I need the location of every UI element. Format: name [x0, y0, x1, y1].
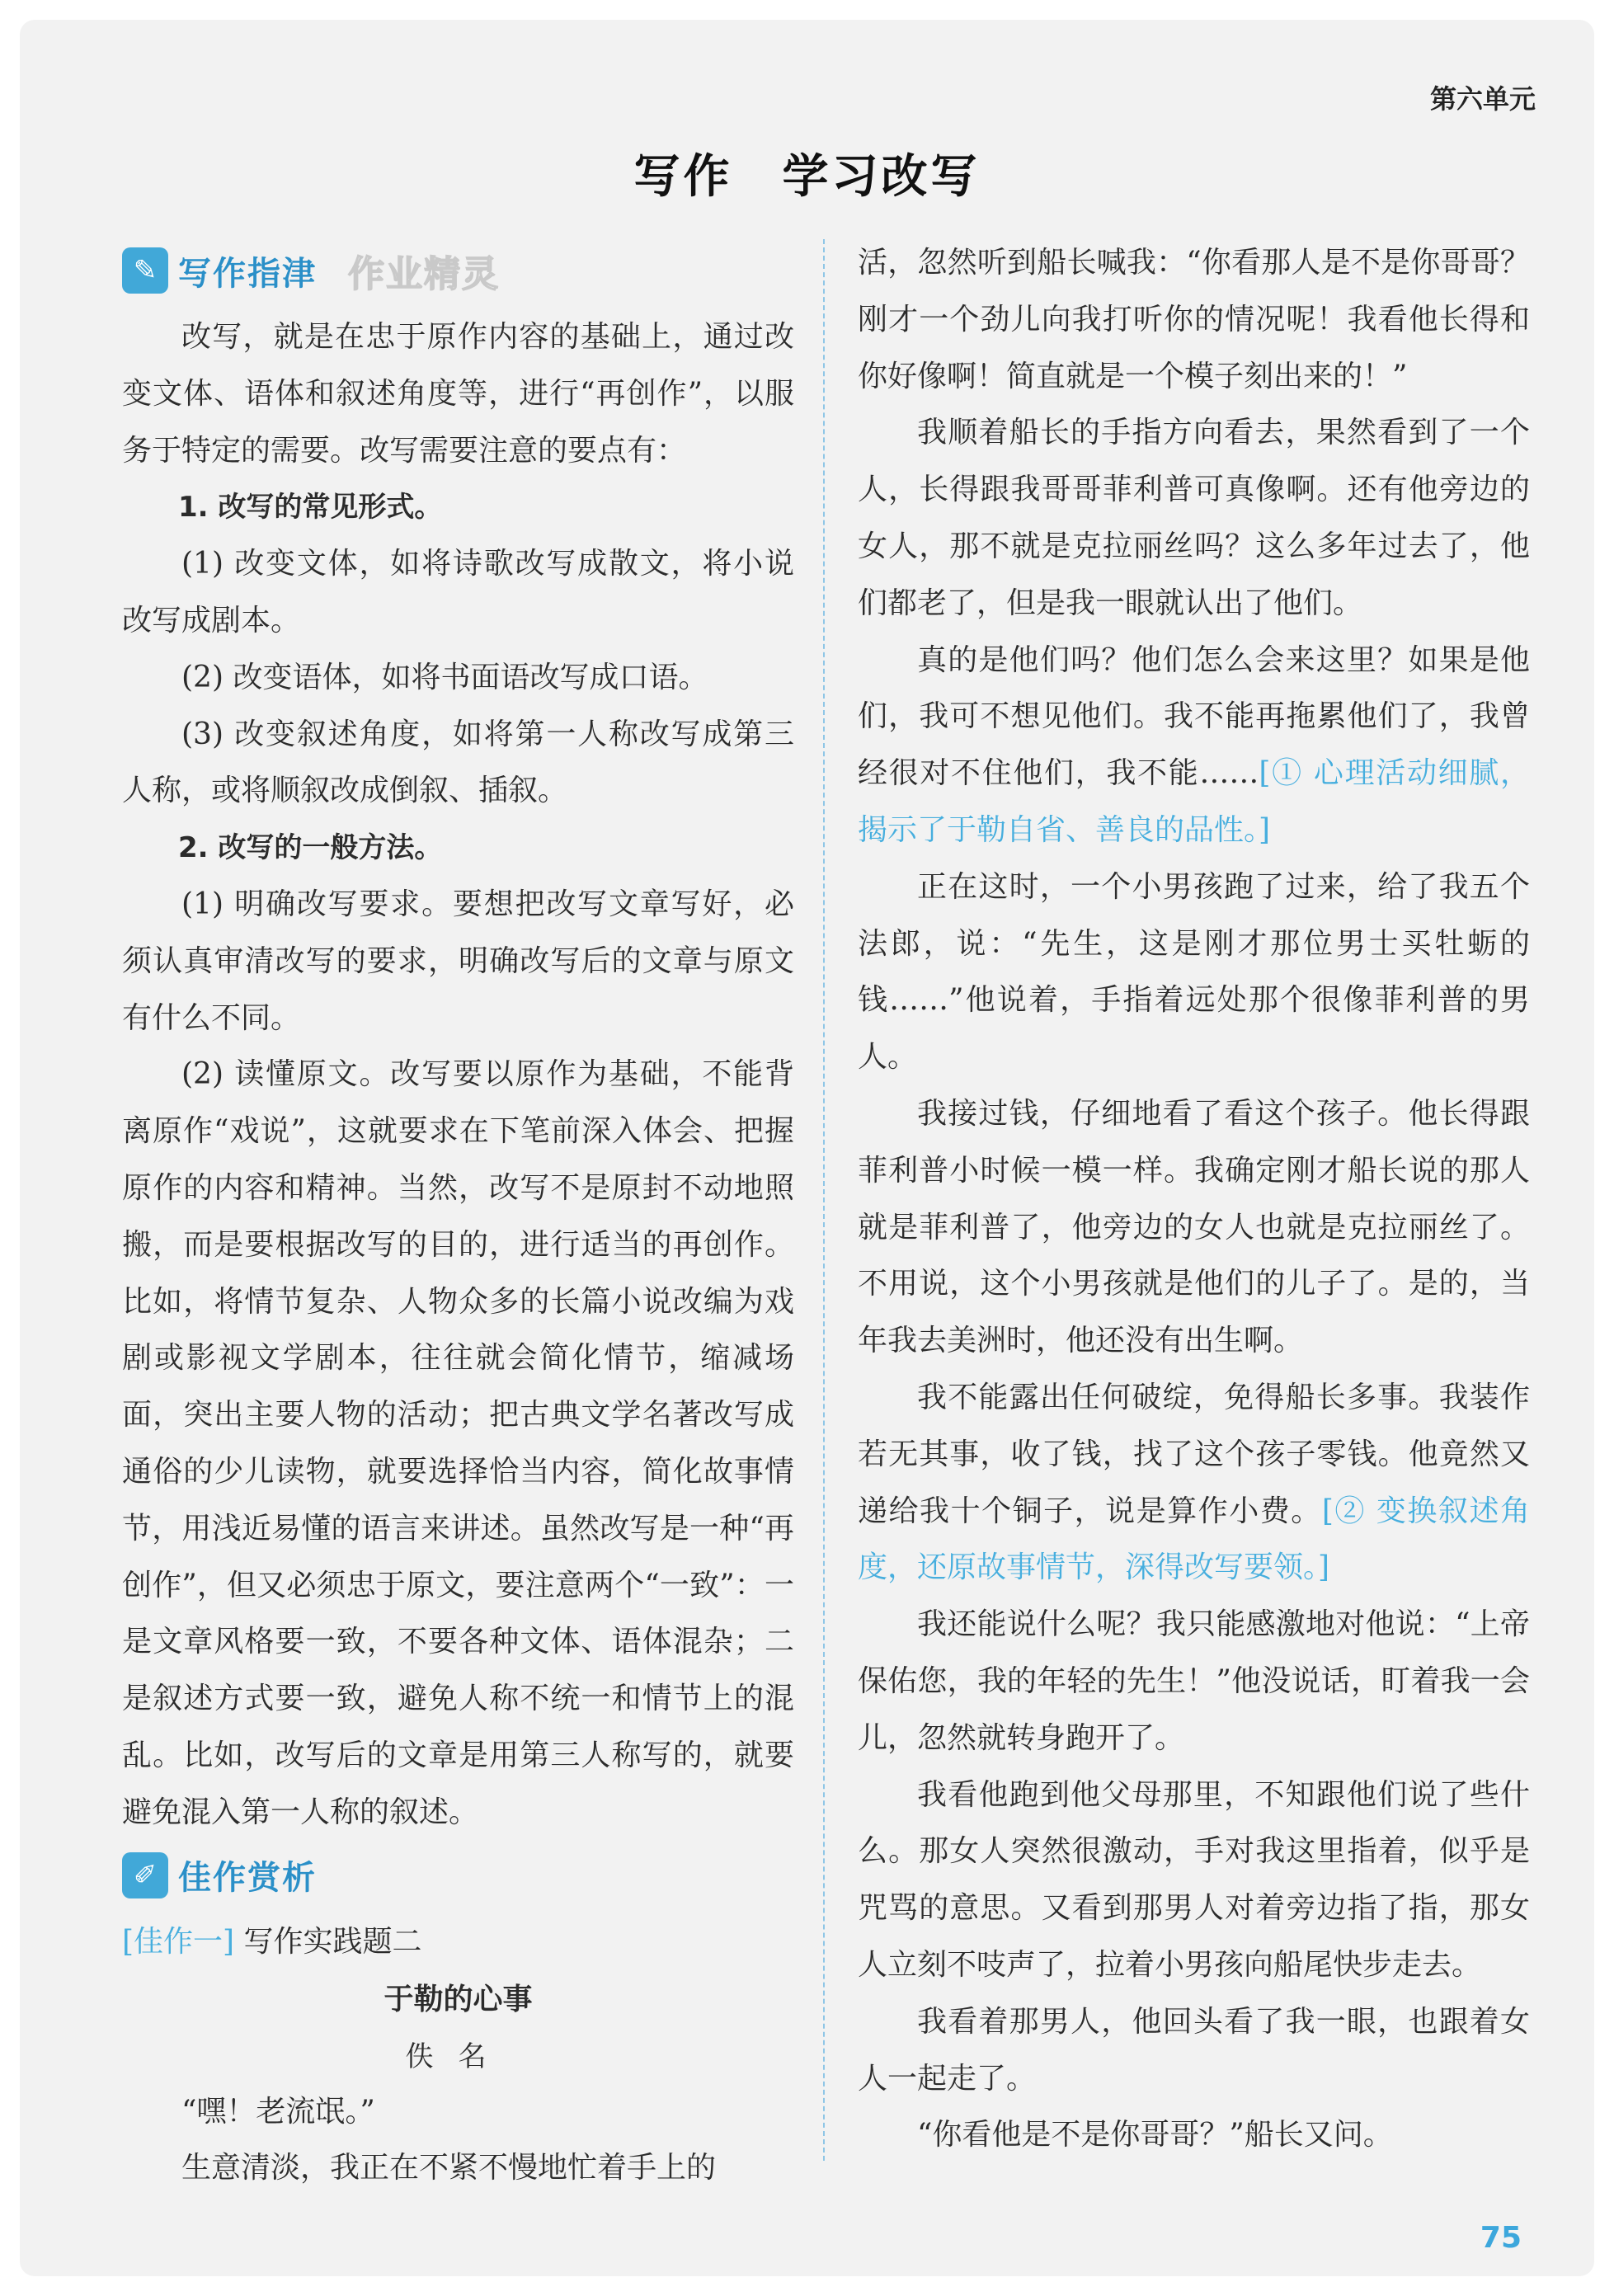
story-text: 我顺着船长的手指方向看去，果然看到了一个人，长得跟我哥哥菲利普可真像啊。还有他旁边的女人，那不就是克拉丽丝吗？这么多年过去了，他们都老了，但是我一眼就认出了他们。: [858, 416, 1530, 620]
story-paragraph: [858, 859, 1530, 1086]
story-paragraph: [858, 1767, 1530, 1994]
story-paragraph: [858, 1994, 1530, 2108]
story-text: 我不能露出任何破绽，免得船长多事。我装作若无其事，收了钱，找了这个孩子零钱。他竟然又递给我十个铜子，说是算作小费。: [858, 1380, 1530, 1528]
book-icon: ✐: [122, 1852, 168, 1898]
example-line: [122, 1914, 794, 1970]
story-paragraph: 生意清淡，我正在不紧不慢地忙着手上的: [181, 2151, 717, 2185]
guide-paragraph: (3) 改变叙述角度，如将第一人称改写成第三人称，或将顺叙改成倒叙、插叙。: [122, 717, 794, 808]
annotation-note: [② 变换叙述角度，还原故事情节，深得改写要领。]: [858, 1494, 1530, 1585]
story-paragraph: [858, 1370, 1530, 1597]
story-text: “你看他是不是你哥哥？”船长又问。: [917, 2118, 1393, 2152]
guide-paragraph: 1. 改写的常见形式。: [178, 491, 443, 525]
example-label: 写作实践题二: [243, 1924, 422, 1959]
story-left-body: [122, 2084, 794, 2198]
unit-label: 第六单元: [1429, 83, 1536, 115]
story-text: 我还能说什么呢？我只能感激地对他说：“上帝保佑您，我的年轻的先生！”他没说话，盯着我一会儿，忽然就转身跑开了。: [858, 1607, 1530, 1755]
story-title: 于勒的心事: [384, 1982, 533, 2016]
guide-heading: 写作指津: [178, 254, 317, 293]
watermark: 作业精灵: [348, 253, 500, 295]
story-text: 我看着那男人，他回头看了我一眼，也跟着女人一起走了。: [858, 2004, 1530, 2096]
annotation-note: [① 心理活动细腻，揭示了于勒自省、善良的品性。]: [858, 756, 1530, 847]
page-title: 写作 学习改写: [633, 149, 981, 204]
story-paragraph: [858, 235, 1530, 405]
example-tag: [佳作一]: [122, 1924, 235, 1959]
story-author: 佚名: [405, 2040, 511, 2073]
column-divider: [823, 239, 825, 2161]
story-text: 我看他跑到他父母那里，不知跟他们说了些什么。那女人突然很激动，手对我这里指着，似乎是咒骂的意思。又看到那男人对着旁边指了指，那女人立刻不吱声了，拉着小男孩向船尾快步走去。: [858, 1777, 1530, 1982]
pencil-icon: ✎: [122, 247, 168, 294]
appreciation-section-header: [122, 1848, 794, 1903]
story-text: 真的是他们吗？他们怎么会来这里？如果是他们，我可不想见他们。我不能再拖累他们了，我曾经很对不住他们，我不能……: [858, 642, 1530, 791]
story-paragraph: [858, 633, 1530, 859]
story-paragraph: [858, 405, 1530, 632]
guide-paragraph: (2) 读懂原文。改写要以原作为基础，不能背离原作“戏说”，这就要求在下笔前深入体会、把握原作的内容和精神。当然，改写不是原封不动地照搬，而是要根据改写的目的，进行适当的再创作。比如，将情节复杂、人物众多的长篇小说改编为戏剧或影视文学剧本，往往就会简化情节，缩减场面，突出主要人物的活动；把古典文学名著改写成通俗的少儿读物，就要选择恰当内容，简化故事情节，用浅近易懂的语言来讲述。虽然改写是一种“再创作”，但又必须忠于原文，要注意两个“一致”：一是文章风格要一致，不要各种文体、语体混杂；二是叙述方式要一致，避免人称不统一和情节上的混乱。比如，改写后的文章是用第三人称写的，就要避免混入第一人称的叙述。: [122, 1057, 794, 1829]
story-paragraph: [858, 2107, 1530, 2164]
story-text: 我接过钱，仔细地看了看这个孩子。他长得跟菲利普小时候一模一样。我确定刚才船长说的那人就是菲利普了，他旁边的女人也就是克拉丽丝了。不用说，这个小男孩就是他们的儿子了。是的，当年我去美洲时，他还没有出生啊。: [858, 1096, 1530, 1358]
page-number: 75: [1480, 2221, 1522, 2255]
guide-paragraph: (2) 改变语体，如将书面语改写成口语。: [181, 660, 708, 694]
left-column: [122, 235, 794, 2197]
appreciation-heading: 佳作赏析: [178, 1859, 317, 1898]
guide-body: [122, 309, 794, 1842]
guide-paragraph: 改写，就是在忠于原作内容的基础上，通过改变文体、语体和叙述角度等，进行“再创作”，以服务于特定的需要。改写需要注意的要点有：: [122, 320, 794, 468]
guide-paragraph: (1) 明确改写要求。要想把改写文章写好，必须认真审清改写的要求，明确改写后的文章与原文有什么不同。: [122, 887, 794, 1035]
right-column: [858, 235, 1530, 2164]
guide-paragraph: 2. 改写的一般方法。: [178, 831, 443, 865]
story-paragraph: [858, 1597, 1530, 1767]
guide-paragraph: (1) 改变文体，如将诗歌改写成散文，将小说改写成剧本。: [122, 547, 794, 638]
story-paragraph: [858, 1086, 1530, 1370]
story-paragraph: “嘿！老流氓。”: [181, 2094, 375, 2129]
story-right-body: [858, 235, 1530, 2164]
story-text: 正在这时，一个小男孩跑了过来，给了我五个法郎，说：“先生，这是刚才那位男士买牡蛎的钱……”他说着，手指着远处那个很像菲利普的男人。: [858, 869, 1530, 1075]
guide-section-header: [122, 243, 794, 298]
story-text: 活，忽然听到船长喊我：“你看那人是不是你哥哥？刚才一个劲儿向我打听你的情况呢！我看他长得和你好像啊！简直就是一个模子刻出来的！”: [858, 246, 1530, 393]
